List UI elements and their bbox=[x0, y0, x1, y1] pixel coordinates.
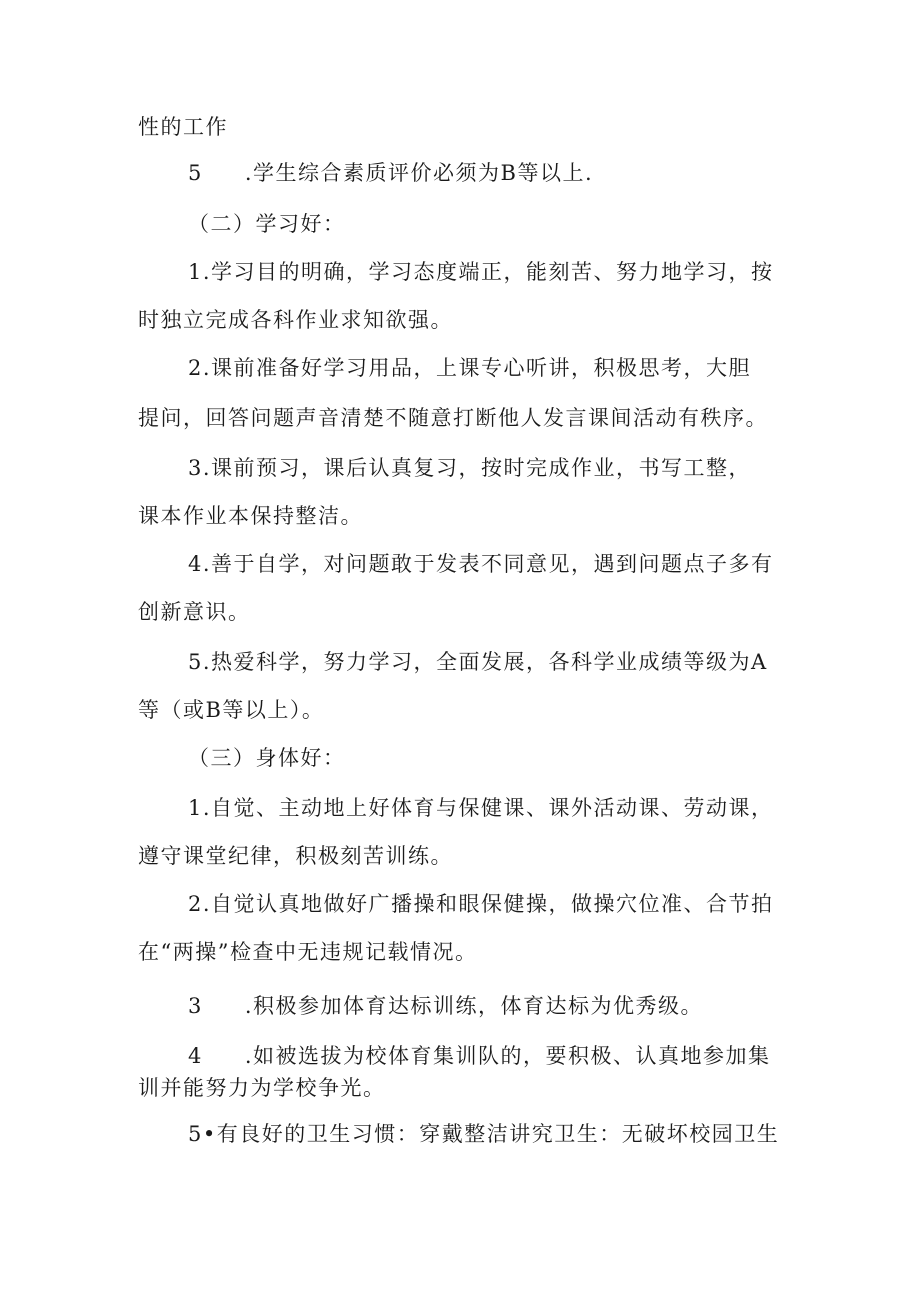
study-item-1-line-2: 时独立完成各科作业求知欲强。 bbox=[138, 308, 453, 332]
section-heading-study: （二）学习好： bbox=[188, 212, 346, 236]
study-item-4-line-2: 创新意识。 bbox=[138, 600, 251, 624]
health-item-4-line-2: 训并能努力为学校争光。 bbox=[138, 1076, 386, 1100]
section-heading-health: （三）身体好： bbox=[188, 746, 346, 770]
study-item-3-line-1: 3.课前预习，课后认真复习，按时完成作业，书写工整， bbox=[188, 456, 752, 480]
health-item-1-line-2: 遵守课堂纪律，积极刻苦训练。 bbox=[138, 844, 453, 868]
item-5-line bbox=[188, 163, 593, 184]
study-item-5-line-2: 等（或B等以上）。 bbox=[138, 698, 325, 722]
item-number: 4 bbox=[188, 1044, 203, 1068]
study-item-4-line-1: 4.善于自学，对问题敢于发表不同意见，遇到问题点子多有 bbox=[188, 552, 774, 576]
paragraph-intro-continuation: 性的工作 bbox=[138, 115, 228, 139]
health-item-4-line-1 bbox=[188, 1046, 771, 1067]
health-item-3-line bbox=[188, 996, 703, 1017]
health-item-2-line-1: 2.自觉认真地做好广播操和眼保健操，做操穴位准、合节拍 bbox=[188, 892, 774, 916]
item-number: 3 bbox=[188, 994, 203, 1018]
health-item-5-line-1: 5•有良好的卫生习惯：穿戴整洁讲究卫生：无破坏校园卫生 bbox=[188, 1122, 780, 1146]
study-item-1-line-1: 1.学习目的明确，学习态度端正，能刻苦、努力地学习，按 bbox=[188, 260, 774, 284]
item-text: .积极参加体育达标训练，体育达标为优秀级。 bbox=[244, 994, 704, 1018]
item-number: 5 bbox=[188, 161, 203, 185]
health-item-2-line-2: 在“两操”检查中无违规记载情况。 bbox=[138, 940, 478, 964]
study-item-2-line-2: 提问，回答问题声音清楚不随意打断他人发言课间活动有秩序。 bbox=[138, 406, 768, 430]
health-item-1-line-1: 1.自觉、主动地上好体育与保健课、课外活动课、劳动课， bbox=[188, 796, 774, 820]
study-item-5-line-1: 5.热爱科学，努力学习，全面发展，各科学业成绩等级为A bbox=[188, 650, 768, 674]
item-text: .如被选拔为校体育集训队的，要积极、认真地参加集 bbox=[244, 1044, 771, 1068]
study-item-3-line-2: 课本作业本保持整洁。 bbox=[138, 504, 363, 528]
item-text: .学生综合素质评价必须为B等以上. bbox=[244, 161, 594, 185]
study-item-2-line-1: 2.课前准备好学习用品，上课专心听讲，积极思考，大胆 bbox=[188, 356, 752, 380]
